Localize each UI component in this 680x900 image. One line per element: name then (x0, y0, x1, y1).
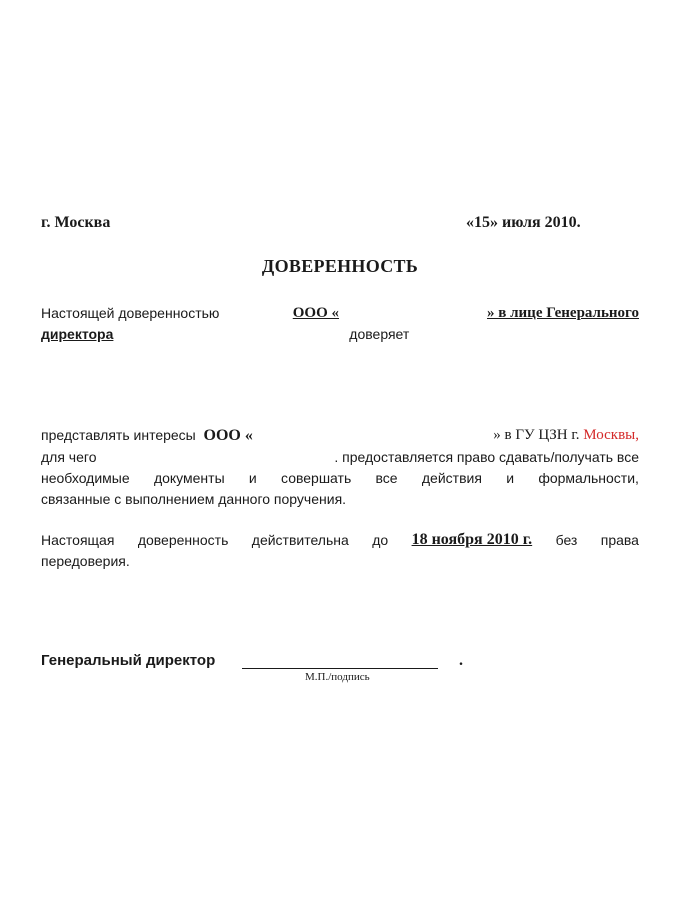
para1-intro: Настоящей доверенностью (41, 305, 220, 321)
document-title: ДОВЕРЕННОСТЬ (261, 256, 419, 276)
para1-line1 (41, 303, 639, 323)
para2-line4: связанные с выполнением данного поручения. (41, 491, 347, 507)
para1-role (41, 326, 339, 342)
para3-line1 (41, 530, 639, 550)
para1-org (293, 303, 639, 323)
para2-line3 (41, 468, 639, 488)
para2-line1 (41, 425, 639, 446)
para1-line2 (41, 324, 639, 344)
director-name-blank (113, 324, 339, 344)
word: необходимые (41, 470, 130, 486)
para2-city: Москвы, (583, 427, 639, 443)
signature-dot: . (459, 652, 463, 669)
org-name-blank (339, 303, 487, 323)
word: все (375, 470, 398, 486)
word: до (372, 532, 389, 548)
valid-until-date: 18 ноября 2010 г. (411, 531, 533, 548)
word: совершать (281, 470, 352, 486)
para1-trusts: доверяет (349, 326, 410, 342)
word: и (506, 470, 515, 486)
para2-org-suffix: » в ГУ ЦЗН г. (493, 427, 580, 443)
word: доверенность (137, 532, 229, 548)
para2-line2 (41, 447, 639, 467)
word: формальности, (538, 470, 639, 486)
para1-org-prefix: ООО « (292, 305, 340, 321)
para2-granted: . предоставляется право сдавать/получать все (334, 449, 639, 465)
word: Настоящая (41, 532, 115, 548)
word: действия (421, 470, 482, 486)
signature-line (242, 668, 438, 669)
word: действительна (251, 532, 349, 548)
para2-org-prefix: ООО « (203, 427, 253, 444)
city: г. Москва (41, 214, 111, 231)
document-date: «15» июля 2010. (466, 214, 581, 231)
word: права (600, 532, 639, 548)
para2-for-what: для чего (41, 449, 97, 465)
para2-represent: представлять интересы (41, 427, 196, 443)
para1-role-label: директора (41, 326, 114, 342)
para3-line2: передоверия. (41, 553, 130, 569)
word: без (555, 532, 578, 548)
signature-title: Генеральный директор (41, 652, 216, 669)
para1-org-suffix: » в лице Генерального (487, 305, 639, 321)
stamp-label: М.П./подпись (305, 671, 370, 683)
word: документы (153, 470, 225, 486)
word: и (248, 470, 257, 486)
